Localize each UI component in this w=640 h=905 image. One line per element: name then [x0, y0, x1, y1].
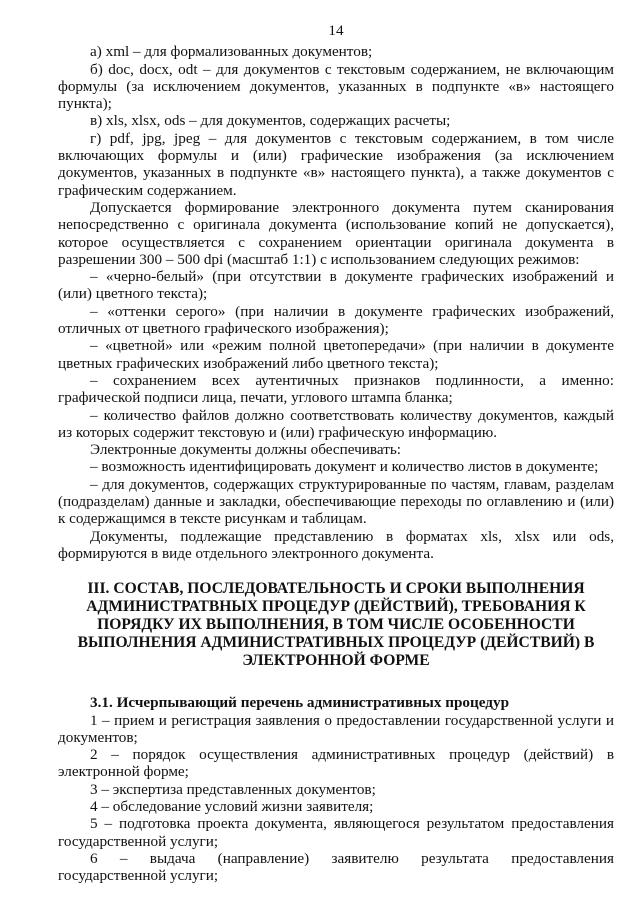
section-heading [58, 580, 614, 670]
format-item-doc: б) doc, docx, odt – для документов с текстовым содержанием, не включающим формулы (за исключением документов, указанных в подпункте «в» настоящего пункта); [58, 60, 614, 113]
requirement-item: – для документов, содержащих структурированные по частям, главам, разделам (подразделам) данные и закладки, обеспечивающие переходы по оглавлению и (или) к содержащимся в тексте рисункам и таблицам. [58, 475, 614, 528]
procedure-item: 1 – прием и регистрация заявления о предоставлении государственной услуги и документов; [58, 711, 614, 746]
scan-mode-item: – «черно-белый» (при отсутствии в документе графических изображений и (или) цветного текста); [58, 268, 614, 303]
procedure-item: 2 – порядок осуществления административных процедур (действий) в электронной форме; [58, 746, 614, 781]
procedure-item: 6 – выдача (направление) заявителю результата предоставления государственной услуги; [58, 849, 614, 885]
format-item-xml: а) xml – для формализованных документов; [90, 43, 373, 61]
scan-mode-item: – «оттенки серого» (при наличии в документе графических изображений, отличных от цветного графического изображения); [58, 302, 614, 338]
format-item-pdf: г) pdf, jpg, jpeg – для документов с текстовым содержанием, в том числе включающих формулы и (или) графические изображения (за исключением документов, указанных в подпункте «в» настоящего пункта), а также документов с графическим содержанием. [58, 129, 614, 199]
page-number: 14 [328, 22, 344, 39]
requirements-intro: Электронные документы должны обеспечивать: [90, 441, 401, 459]
format-item-xls: в) xls, xlsx, ods – для документов, содержащих расчеты; [90, 112, 451, 130]
procedure-item: 4 – обследование условий жизни заявителя; [90, 797, 374, 815]
section-heading-line: ВЫПОЛНЕНИЯ АДМИНИСТРАТИВНЫХ ПРОЦЕДУР (ДЕЙСТВИЙ) В [77, 634, 595, 652]
section-heading-line: АДМИНИСТРАТВНЫХ ПРОЦЕДУР (ДЕЙСТВИЙ), ТРЕБОВАНИЯ К [86, 598, 586, 616]
scan-mode-item: – «цветной» или «режим полной цветопередачи» (при наличии в документе цветных графических изображений либо цветного текста); [58, 337, 614, 372]
section-heading-line: III. СОСТАВ, ПОСЛЕДОВАТЕЛЬНОСТЬ И СРОКИ ВЫПОЛНЕНИЯ [87, 580, 585, 598]
scan-mode-item: – количество файлов должно соответствовать количеству документов, каждый из которых содержит текстовую и (или) графическую информацию. [58, 406, 614, 441]
xls-note-paragraph: Документы, подлежащие представлению в форматах xls, xlsx или ods, формируются в виде отдельного электронного документа. [58, 527, 614, 562]
subsection-title: 3.1. Исчерпывающий перечень административных процедур [90, 694, 510, 712]
requirement-item: – возможность идентифицировать документ и количество листов в документе; [90, 458, 599, 476]
procedure-item: 3 – экспертиза представленных документов; [90, 780, 376, 798]
section-heading-line: ЭЛЕКТРОННОЙ ФОРМЕ [242, 652, 430, 670]
section-heading-line: ПОРЯДКУ ИХ ВЫПОЛНЕНИЯ, В ТОМ ЧИСЛЕ ОСОБЕННОСТИ [97, 616, 575, 634]
scan-mode-item: – сохранением всех аутентичных признаков подлинности, а именно: графической подписи лица, печати, углового штампа бланка; [58, 371, 614, 407]
procedure-item: 5 – подготовка проекта документа, являющегося результатом предоставления государственной услуги; [58, 815, 614, 850]
scan-intro-paragraph: Допускается формирование электронного документа путем сканирования непосредственно с оригинала документа (использование копий не допускается), которое осуществляется с сохранением ориентации оригинала документа в разрешении 300 – 500 dpi (масштаб 1:1) с использованием следующих режимов: [58, 198, 614, 268]
document-page [58, 22, 614, 884]
